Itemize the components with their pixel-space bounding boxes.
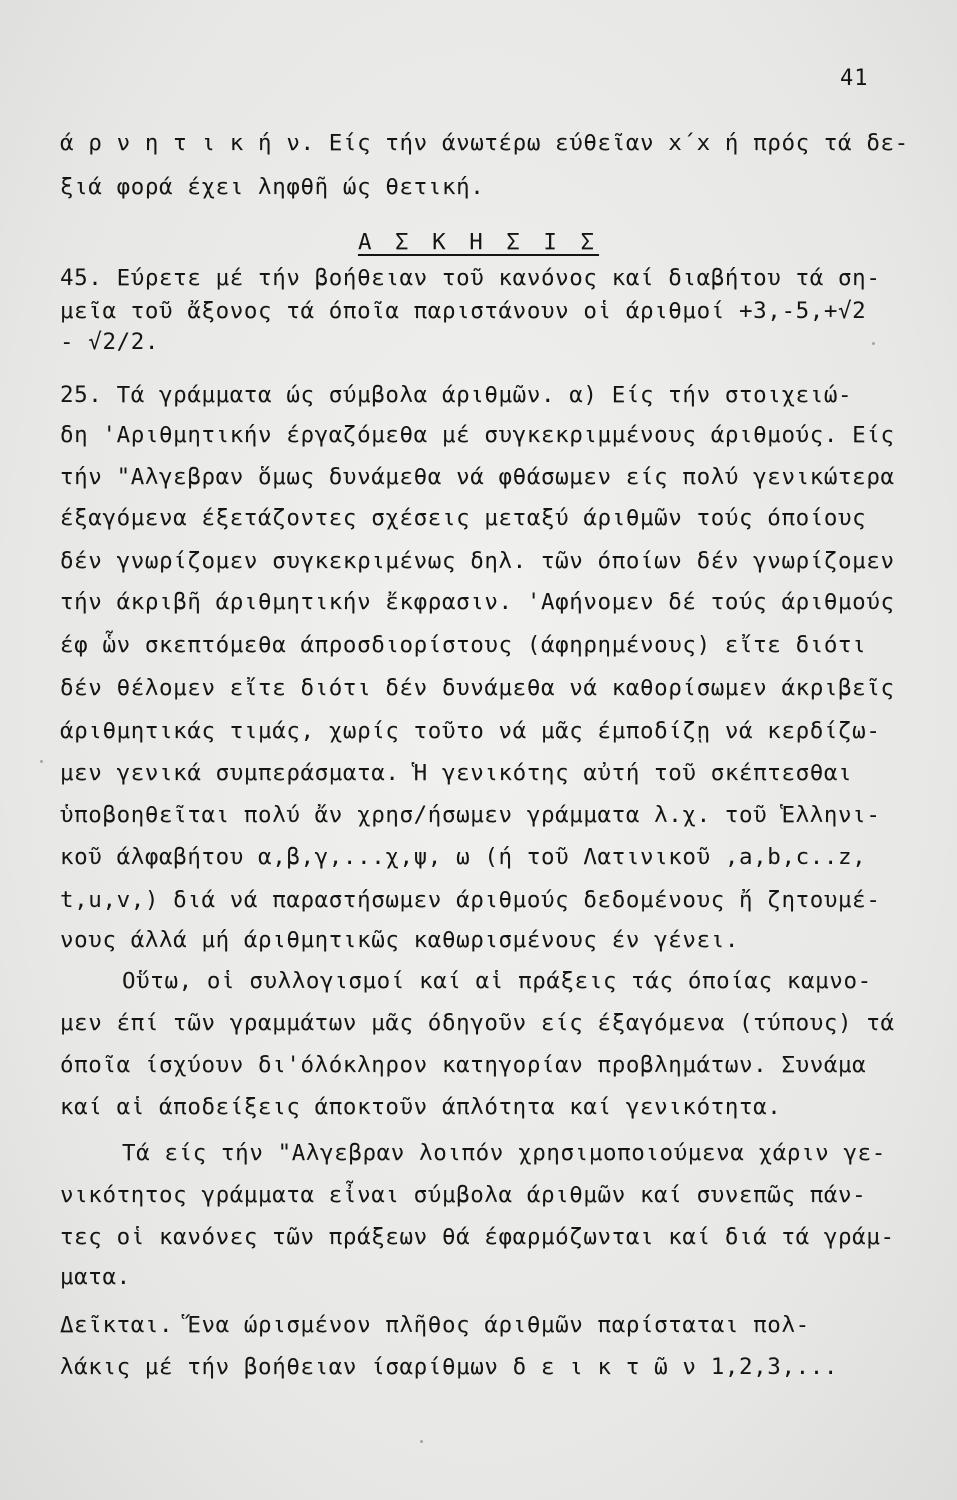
scan-speck (420, 1440, 423, 1443)
text-line-1: ά ρ ν η τ ι κ ή ν. Είς τήν άνωτέρω εύθεῖαν x΄x ή πρός τά δε- (60, 130, 909, 156)
indices-line-1: Δεῖκται. Ἕνα ώρισμένον πλῆθος άριθμῶν παρίσταται πολ- (60, 1312, 810, 1338)
paragraph-3-line-2: νικότητος γράμματα εἶναι σύμβολα άριθμῶν καί συνεπῶς πάν- (60, 1182, 867, 1208)
section-25-line-9: άριθμητικάς τιμάς, χωρίς τοῦτο νά μᾶς έμποδίζῃ νά κερδίζω- (60, 718, 881, 744)
exercise-45-line-3: - √2/2. (60, 329, 160, 355)
scan-speck (872, 342, 875, 345)
section-25-line-10: μεν γενικά συμπεράσματα. Ἡ γενικότης αὐτή τοῦ σκέπτεσθαι (60, 760, 853, 786)
section-25-line-2: δη 'Αριθμητικήν έργαζόμεθα μέ συγκεκριμμένους άριθμούς. Είς (60, 422, 895, 448)
paragraph-3-line-3: τες οἱ κανόνες τῶν πράξεων θά έφαρμόζωνται καί διά τά γράμ- (60, 1224, 895, 1250)
page-number: 41 (840, 66, 869, 91)
indices-line-2: λάκις μέ τήν βοήθειαν ίσαρίθμων δ ε ι κ τ ῶ ν 1,2,3,... (60, 1354, 839, 1380)
section-25-line-8: δέν θέλομεν εἴτε διότι δέν δυνάμεθα νά καθορίσωμεν άκριβεῖς (60, 675, 895, 701)
section-25-line-3: τήν "Αλγεβραν ὅμως δυνάμεθα νά φθάσωμεν είς πολύ γενικώτερα (60, 464, 895, 490)
exercise-45-line-1: 45. Εύρετε μέ τήν βοήθειαν τοῦ κανόνος καί διαβήτου τά ση- (60, 265, 881, 291)
paragraph-3-line-4: ματα. (60, 1264, 131, 1290)
exercise-45-line-2: μεῖα τοῦ ἄξονος τά όποῖα παριστάνουν οἱ άριθμοί +3,-5,+√2 (60, 298, 867, 324)
text-line-2: ξιά φορά έχει ληφθῆ ώς θετική. (60, 174, 485, 200)
scan-speck (40, 760, 43, 763)
section-heading: Α Σ Κ Η Σ Ι Σ (357, 229, 600, 255)
paragraph-2-line-1: Οὕτω, οἱ συλλογισμοί καί αἱ πράξεις τάς όποίας καμνο- (122, 968, 872, 994)
section-25-line-12: κοῦ άλφαβήτου α,β,γ,...χ,ψ, ω (ή τοῦ Λατινικοῦ ,a,b,c..z, (60, 844, 867, 870)
paragraph-3-line-1: Τά είς τήν "Αλγεβραν λοιπόν χρησιμοποιούμενα χάριν γε- (122, 1140, 886, 1166)
section-25-line-5: δέν γνωρίζομεν συγκεκριμένως δηλ. τῶν όποίων δέν γνωρίζομεν (60, 548, 895, 574)
paragraph-2-line-4: καί αἱ άποδείξεις άποκτοῦν άπλότητα καί γενικότητα. (60, 1094, 782, 1120)
section-25-line-4: έξαγόμενα έξετάζοντες σχέσεις μεταξύ άριθμῶν τούς όποίους (60, 505, 867, 531)
section-25-line-6: τήν άκριβῆ άριθμητικήν ἔκφρασιν. 'Αφήνομεν δέ τούς άριθμούς (60, 589, 895, 615)
section-25-line-11: ὑποβοηθεῖται πολύ ἄν χρησ/ήσωμεν γράμματα λ.χ. τοῦ Ἑλληνι- (60, 802, 881, 828)
section-25-line-13: t,u,v,) διά νά παραστήσωμεν άριθμούς δεδομένους ἤ ζητουμέ- (60, 887, 881, 913)
paragraph-2-line-2: μεν έπί τῶν γραμμάτων μᾶς όδηγοῦν είς έξαγόμενα (τύπους) τά (60, 1010, 895, 1036)
section-25-line-14: νους άλλά μή άριθμητικῶς καθωρισμένους έν γένει. (60, 927, 740, 953)
section-25-line-1: 25. Τά γράμματα ώς σύμβολα άριθμῶν. α) Είς τήν στοιχειώ- (60, 382, 853, 408)
paragraph-2-line-3: όποῖα ίσχύουν δι'όλόκληρον κατηγορίαν προβλημάτων. Συνάμα (60, 1052, 867, 1078)
section-25-line-7: έφ ὧν σκεπτόμεθα άπροσδιορίστους (άφηρημένους) εἴτε διότι (60, 632, 867, 658)
